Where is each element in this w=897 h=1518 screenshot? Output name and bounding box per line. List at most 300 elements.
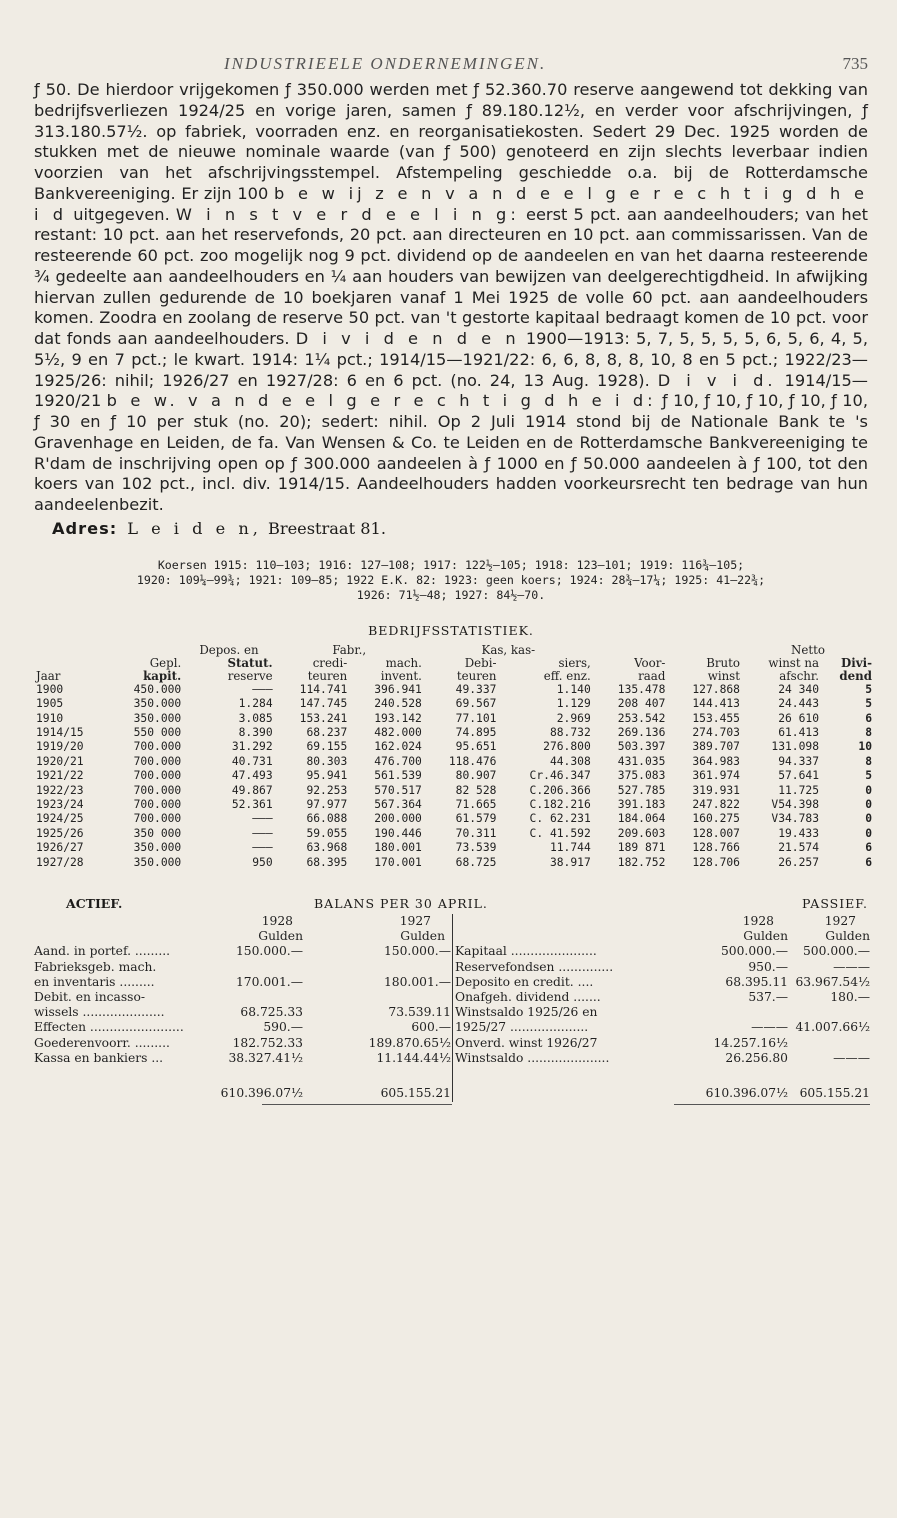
passief-year-1927: 1927 <box>824 914 856 929</box>
table-cell: 700.000 <box>133 798 182 811</box>
table-cell: 97.977 <box>306 798 348 811</box>
passief-total-1928: 610.396.07½ <box>705 1085 788 1100</box>
actief-total-1928: 610.396.07½ <box>220 1085 303 1100</box>
table-cell: 567.364 <box>374 798 422 811</box>
koersen-block <box>34 558 868 603</box>
table-cell: 527.785 <box>617 783 666 797</box>
table-cell: ——— <box>252 841 273 855</box>
actief-value-1928: 170.001.— <box>235 974 303 989</box>
table-cell: C. 41.592 <box>529 826 591 840</box>
table-cell: 0 <box>865 783 872 797</box>
statistics-header-cell: siers, <box>558 655 591 670</box>
table-cell: 10 <box>858 740 872 754</box>
table-cell: 80.907 <box>455 769 497 783</box>
table-cell: 19.433 <box>778 826 819 840</box>
passief-column <box>455 914 870 1101</box>
passief-total-row <box>455 1086 870 1101</box>
table-cell: 1923/24 <box>36 798 84 811</box>
passief-row <box>455 1051 870 1066</box>
body-text <box>34 80 868 516</box>
statistics-header-cell: winst na <box>768 655 819 670</box>
table-cell: 61.413 <box>778 725 819 739</box>
actief-row <box>34 1005 451 1020</box>
table-cell: 1.129 <box>556 697 591 711</box>
table-cell: 350.000 <box>133 697 182 711</box>
address-city: L e i d e n, <box>127 518 262 538</box>
table-cell: 700.000 <box>133 812 182 826</box>
table-row <box>34 683 874 697</box>
statistics-header-cell: Voor- <box>634 655 666 670</box>
text-run: eerst 5 pct. aan aandeelhouders; van het restant: 10 pct. aan het reservefonds, 20 pct. aan directeuren en 10 pct. aan commissarissen. Van de resteerende 60 pct. zoo mogelijk nog 9 pct. dividend op de aandeelen en van het daarna resteerende ¾ gedeelte aan aandeelhouders en ¼ aan houders van bewijzen van deelgerechtigdheid. In afwijking hiervan zullen gedurende de 10 boekjaren vanaf 1 Mei 1925 de volle 60 pct. aan aandeelhouders komen. Zoodra en zoolang de reserve 50 pct. van 't gestorte kapitaal bedraagt komen de 10 pct. voor dat fonds aan aandeelhouders. <box>34 204 868 348</box>
statistics-header-cell: Netto <box>791 642 825 657</box>
table-cell: ——— <box>252 826 273 840</box>
table-cell: 561.539 <box>374 769 422 783</box>
balance-divider <box>452 914 453 1102</box>
table-cell: 38.917 <box>549 855 591 869</box>
table-cell: ——— <box>252 682 273 696</box>
actief-value-1928: 182.752.33 <box>232 1035 303 1050</box>
table-cell: 276.800 <box>543 740 591 754</box>
table-cell: 82 528 <box>455 783 497 797</box>
table-cell: 700.000 <box>133 783 182 797</box>
actief-year-1927: 1927 <box>399 914 431 929</box>
running-head-title: INDUSTRIEELE ONDERNEMINGEN. <box>224 54 547 73</box>
table-row <box>34 740 874 754</box>
table-cell: C.182.216 <box>529 798 591 811</box>
statistics-header-cell <box>34 657 109 670</box>
table-cell: 135.478 <box>617 682 666 696</box>
table-cell: 94.337 <box>778 754 819 768</box>
table-cell: 80.303 <box>306 754 348 768</box>
table-cell: 950 <box>252 855 273 869</box>
table-cell: 208 407 <box>617 697 666 711</box>
statistics-header-cell: eff. enz. <box>543 668 591 683</box>
passief-value-1928: 500.000.— <box>720 944 788 959</box>
table-cell: 61.579 <box>455 812 497 826</box>
table-cell: Cr.46.347 <box>529 769 591 783</box>
table-cell: 59.055 <box>306 826 348 840</box>
passief-value-1927: ——— <box>833 959 870 974</box>
address-label: Adres: <box>52 518 118 538</box>
table-cell: 114.741 <box>299 682 348 696</box>
passief-value-1927: 500.000.— <box>802 944 870 959</box>
table-cell: 26 610 <box>778 711 819 725</box>
table-cell: 5 <box>865 769 872 783</box>
actief-unit-row <box>34 929 451 944</box>
table-cell: 1921/22 <box>36 769 84 783</box>
table-cell: 69.155 <box>306 740 348 754</box>
passief-unit-row <box>455 929 870 944</box>
table-cell: 1.140 <box>556 682 591 696</box>
actief-total-row <box>34 1086 451 1101</box>
actief-label: ACTIEF. <box>66 896 123 912</box>
statistics-header-row <box>34 670 874 683</box>
passief-row <box>455 1020 870 1035</box>
table-cell: 1920/21 <box>36 754 84 768</box>
table-cell: 77.101 <box>455 711 497 725</box>
table-row <box>34 856 874 870</box>
table-cell: 1926/27 <box>36 841 84 855</box>
table-cell: V54.398 <box>771 798 819 811</box>
table-cell: 95.941 <box>306 769 348 783</box>
passief-value-1928: ——— <box>751 1020 788 1035</box>
table-cell: 180.001 <box>374 841 422 855</box>
passief-value-1927: 180.— <box>830 989 870 1004</box>
table-cell: 6 <box>865 711 872 725</box>
table-cell: 21.574 <box>778 841 819 855</box>
statistics-header-row <box>34 644 874 657</box>
table-cell: 269.136 <box>617 725 666 739</box>
passief-sum-rule <box>674 1104 870 1105</box>
passief-year-1928: 1928 <box>742 914 774 929</box>
statistics-header-cell <box>667 644 742 657</box>
table-cell: 74.895 <box>455 725 497 739</box>
statistics-header-cell: Gepl. <box>149 655 182 670</box>
table-cell: 700.000 <box>133 740 182 754</box>
statistics-header-cell: Kas, kas- <box>481 642 536 657</box>
passief-value-1927: 63.967.54½ <box>795 974 870 989</box>
table-row <box>34 726 874 740</box>
table-cell: 162.024 <box>374 740 422 754</box>
table-cell: 8.390 <box>238 725 273 739</box>
table-cell: 570.517 <box>374 783 422 797</box>
actief-row <box>34 944 451 959</box>
table-cell: C. 62.231 <box>529 812 591 826</box>
page <box>34 40 872 1164</box>
table-cell: 49.337 <box>455 682 497 696</box>
table-cell: 71.665 <box>455 798 497 811</box>
statistics-header-cell: credi- <box>312 655 348 670</box>
page-number: 735 <box>842 54 868 73</box>
passief-year-row <box>455 914 870 929</box>
table-cell: 1927/28 <box>36 855 84 869</box>
table-cell: 1914/15 <box>36 725 84 739</box>
table-row <box>34 712 874 726</box>
actief-row-label: Debit. en incasso- <box>34 989 146 1004</box>
passief-total-1927: 605.155.21 <box>799 1085 870 1100</box>
table-cell: 350.000 <box>133 841 182 855</box>
passief-label: PASSIEF. <box>802 896 868 912</box>
statistics-header-cell: raad <box>638 668 666 683</box>
table-row <box>34 697 874 711</box>
passief-row-label: Kapitaal ...................... <box>455 944 597 959</box>
actief-row-label: Fabrieksgeb. mach. <box>34 959 157 974</box>
table-cell: ——— <box>252 812 273 826</box>
actief-row-label: Kassa en bankiers ... <box>34 1050 164 1065</box>
table-cell: 68.395 <box>306 855 348 869</box>
table-row <box>34 798 874 812</box>
statistics-header-cell: mach. <box>385 655 422 670</box>
statistics-header-row <box>34 657 874 670</box>
table-cell: 131.098 <box>771 740 819 754</box>
text-run: 1914/15—1920/21 <box>34 370 868 411</box>
table-cell: 182.752 <box>617 855 666 869</box>
table-cell: 8 <box>865 725 872 739</box>
table-row <box>34 827 874 841</box>
actief-row <box>34 960 451 975</box>
table-cell: 118.476 <box>448 754 497 768</box>
table-cell: 209.603 <box>617 826 666 840</box>
table-cell: 63.968 <box>306 841 348 855</box>
table-cell: 0 <box>865 798 872 811</box>
table-cell: 66.088 <box>306 812 348 826</box>
table-cell: 40.731 <box>231 754 273 768</box>
actief-sum-rule <box>262 1104 452 1105</box>
passief-row-label: Reservefondsen .............. <box>455 959 614 974</box>
table-cell: 1.284 <box>238 697 273 711</box>
table-cell: 128.007 <box>692 826 740 840</box>
table-row <box>34 812 874 826</box>
actief-value-1927: 189.870.65½ <box>368 1035 451 1050</box>
table-cell: 6 <box>865 841 872 855</box>
passief-row-label: 1925/27 .................... <box>455 1020 589 1035</box>
statistics-header-cell: afschr. <box>779 668 819 683</box>
table-cell: 364.983 <box>692 754 740 768</box>
table-cell: 350.000 <box>133 855 182 869</box>
actief-row <box>34 1036 451 1051</box>
statistics-header-cell: teuren <box>307 668 348 683</box>
table-cell: 147.745 <box>299 697 348 711</box>
table-cell: 1900 <box>36 682 64 696</box>
table-cell: 1924/25 <box>36 812 84 826</box>
table-cell: 700.000 <box>133 754 182 768</box>
table-cell: 5 <box>865 697 872 711</box>
koersen-line: 1926: 71½—48; 1927: 84½—70. <box>356 587 546 602</box>
statistics-header-cell: reserve <box>227 668 273 683</box>
koersen-line: Koersen 1915: 110—103; 1916: 127—108; 1917: 122½—105; 1918: 123—101; 1919: 116¾—105; <box>157 557 745 572</box>
table-cell: 200.000 <box>374 812 422 826</box>
address-street: Breestraat 81. <box>267 518 386 538</box>
table-cell: 274.703 <box>692 725 740 739</box>
passief-row-label: Onafgeh. dividend ....... <box>455 989 601 1004</box>
table-cell: 503.397 <box>617 740 666 754</box>
table-row <box>34 755 874 769</box>
table-cell: 476.700 <box>374 754 422 768</box>
table-cell: 57.641 <box>778 769 819 783</box>
table-cell: 73.539 <box>455 841 497 855</box>
table-cell: 44.308 <box>549 754 591 768</box>
table-cell: 68.237 <box>306 725 348 739</box>
table-cell: C.206.366 <box>529 783 591 797</box>
passief-unit-1927: Gulden <box>825 929 870 944</box>
actief-row <box>34 1051 451 1066</box>
statistics-table <box>34 644 874 870</box>
passief-row <box>455 990 870 1005</box>
passief-row <box>455 1005 870 1020</box>
table-cell: 160.275 <box>692 812 740 826</box>
balance-title: BALANS PER 30 APRIL. <box>314 896 488 912</box>
statistics-header-cell: Statut. <box>227 655 273 670</box>
passief-value-1928: 14.257.16½ <box>713 1035 788 1050</box>
table-cell: 550 000 <box>133 725 182 739</box>
table-cell: 431.035 <box>617 754 666 768</box>
table-cell: 375.083 <box>617 769 666 783</box>
table-cell: 240.528 <box>374 697 422 711</box>
table-cell: 26.257 <box>778 855 819 869</box>
passief-row-label: Deposito en credit. .... <box>455 974 594 989</box>
passief-value-1927: 41.007.66½ <box>795 1020 870 1035</box>
table-cell: 88.732 <box>549 725 591 739</box>
text-run: uitgegeven. <box>66 204 176 224</box>
actief-value-1928: 38.327.41½ <box>228 1050 303 1065</box>
statistics-table-body <box>34 683 874 870</box>
table-cell: 1925/26 <box>36 826 84 840</box>
statistics-header-cell: kapit. <box>143 668 182 683</box>
table-cell: 128.706 <box>692 855 740 869</box>
actief-year-1928: 1928 <box>261 914 293 929</box>
statistics-header-cell: Divi- <box>841 655 872 670</box>
table-cell: 482.000 <box>374 725 422 739</box>
table-cell: 396.941 <box>374 682 422 696</box>
text-run: ƒ 50. De hierdoor vrijgekomen ƒ 350.000 werden met ƒ 52.360.70 reserve aangewend tot dekking van bedrijfsverliezen 1924/25 en vorige jaren, samen ƒ 89.180.12½, en verder voor afschrijvingen, ƒ 313.180.57½. op fabriek, voorraden enz. en reorganisatiekosten. Sedert 29 Dec. 1925 worden de stukken met de nieuwe nominale waarde (van ƒ 500) genoteerd en zijn slechts leverbaar indien voorzien van het afschrijvingsstempel. Afstempeling geschiedde o.a. bij de Rotterdamsche Bankvereeniging. Er zijn 100 <box>34 80 868 203</box>
table-cell: 153.455 <box>692 711 740 725</box>
table-cell: 193.142 <box>374 711 422 725</box>
actief-unit-1927: Gulden <box>400 929 445 944</box>
spaced-term-bewijzen: b e w ij z e n v a n d e e l g e r e c h t i g d h e i d <box>34 183 868 224</box>
statistics-header-cell <box>34 644 183 657</box>
passief-row <box>455 975 870 990</box>
table-cell: 700.000 <box>133 769 182 783</box>
table-cell: 350.000 <box>133 711 182 725</box>
table-cell: 1910 <box>36 711 64 725</box>
table-cell: 0 <box>865 826 872 840</box>
table-cell: 69.567 <box>455 697 497 711</box>
table-cell: 5 <box>865 682 872 696</box>
table-cell: 450.000 <box>133 682 182 696</box>
table-cell: 24.443 <box>778 697 819 711</box>
actief-row-label: en inventaris ......... <box>34 974 155 989</box>
table-cell: 247.822 <box>692 798 740 811</box>
table-cell: 0 <box>865 812 872 826</box>
passief-row-label: Winstsaldo ..................... <box>455 1050 610 1065</box>
actief-value-1928: 68.725.33 <box>240 1005 303 1020</box>
table-row <box>34 769 874 783</box>
table-cell: 6 <box>865 855 872 869</box>
statistics-header-cell <box>593 644 668 657</box>
passief-row <box>455 1036 870 1051</box>
table-cell: 95.651 <box>455 740 497 754</box>
spaced-term-divid: D i v i d. <box>657 370 777 390</box>
actief-column <box>34 914 451 1101</box>
table-cell: 189 871 <box>617 841 666 855</box>
table-cell: 70.311 <box>455 826 497 840</box>
passief-row <box>455 944 870 959</box>
actief-row-label: Goederenvoorr. ......... <box>34 1035 170 1050</box>
table-cell: 319.931 <box>692 783 740 797</box>
statistics-header-cell: Bruto <box>706 655 740 670</box>
actief-value-1927: 180.001.— <box>383 974 451 989</box>
table-cell: 350 000 <box>133 826 182 840</box>
actief-value-1927: 11.144.44½ <box>376 1050 451 1065</box>
table-row <box>34 784 874 798</box>
table-cell: 170.001 <box>374 855 422 869</box>
table-cell: 1905 <box>36 697 64 711</box>
actief-value-1928: 150.000.— <box>235 944 303 959</box>
spaced-term-dividenden: D i v i d e n d e n <box>295 329 520 348</box>
statistics-header-cell: Debi- <box>464 655 497 670</box>
table-cell: 31.292 <box>231 740 273 754</box>
actief-row <box>34 975 451 990</box>
statistics-header-cell: Depos. en <box>199 642 259 657</box>
actief-value-1927: 73.539.11 <box>388 1005 451 1020</box>
statistics-header-cell: winst <box>707 668 740 683</box>
table-cell: V34.783 <box>771 812 819 826</box>
body-paragraph <box>34 80 868 516</box>
passief-value-1928: 537.— <box>748 989 788 1004</box>
text-run: 1900—1913: 5, 7, 5, 5, 5, 5, 6, 5, 6, 4, 5, 5½, 9 en 7 pct.; le kwart. 1914: 1¼ pct.; 1914/15—1921/22: 6, 6, 8, 8, 8, 10, 8 en 5 pct.; 1922/23—1925/26: nihil; 1926/27 en 1927/28: 6 en 6 pct. (no. 24, 13 Aug. 1928). <box>34 329 868 390</box>
spaced-term-bew: b e w. v a n d e e l g e r e c h t i g d h e i d: <box>106 391 657 411</box>
actief-row-label: wissels ..................... <box>34 1005 165 1020</box>
actief-year-row <box>34 914 451 929</box>
table-cell: 47.493 <box>231 769 273 783</box>
actief-row <box>34 1020 451 1035</box>
balance-header <box>34 896 868 914</box>
table-cell: 127.868 <box>692 682 740 696</box>
table-cell: 361.974 <box>692 769 740 783</box>
table-cell: 11.744 <box>549 841 591 855</box>
table-cell: 49.867 <box>231 783 273 797</box>
table-cell: 52.361 <box>231 798 273 811</box>
passief-unit-1928: Gulden <box>743 929 788 944</box>
table-cell: 253.542 <box>617 711 666 725</box>
actief-row-label: Aand. in portef. ......... <box>34 944 171 959</box>
table-cell: 190.446 <box>374 826 422 840</box>
passief-value-1928: 68.395.11 <box>725 974 788 989</box>
table-cell: 1922/23 <box>36 783 84 797</box>
text-run: ƒ 10, ƒ 10, ƒ 10, ƒ 10, ƒ 10, ƒ 30 en ƒ 10 per stuk (no. 20); sedert: nihil. Op 2 Juli 1914 stond bij de Nationale Bank te 's Gravenhage en Leiden, de fa. Van Wensen & Co. te Leiden en de Rotterdamsche Bankvereeniging te R'dam de inschrijving open op ƒ 300.000 aandeelen à ƒ 1000 en ƒ 50.000 aandeelen à ƒ 100, tot den koers van 102 pct., incl. div. 1914/15. Aandeelhouders hadden voorkeursrecht ten bedrage van hun aandeelenbezit. <box>34 391 868 514</box>
passief-value-1928: 26.256.80 <box>725 1050 788 1065</box>
table-cell: 11.725 <box>778 783 819 797</box>
passief-value-1928: 950.— <box>748 959 788 974</box>
table-cell: 2.969 <box>556 711 591 725</box>
statistics-title: BEDRIJFSSTATISTIEK. <box>368 622 534 638</box>
table-cell: 153.241 <box>299 711 348 725</box>
table-cell: 3.085 <box>238 711 273 725</box>
table-cell: 144.413 <box>692 697 740 711</box>
actief-value-1927: 150.000.— <box>383 944 451 959</box>
table-cell: 24 340 <box>778 682 819 696</box>
table-cell: 92.253 <box>306 783 348 797</box>
passief-row-label: Onverd. winst 1926/27 <box>455 1035 598 1050</box>
table-cell: 128.766 <box>692 841 740 855</box>
statistics-header-cell: Jaar <box>36 668 61 683</box>
actief-unit-1928: Gulden <box>258 929 303 944</box>
passief-row <box>455 960 870 975</box>
address-line <box>34 518 868 540</box>
statistics-header-cell: Fabr., <box>332 642 367 657</box>
table-cell: 391.183 <box>617 798 666 811</box>
table-cell: 8 <box>865 754 872 768</box>
actief-row <box>34 990 451 1005</box>
passief-row-label: Winstsaldo 1925/26 en <box>455 1005 598 1020</box>
balance-sheet <box>34 914 868 1164</box>
statistics-header-cell: teuren <box>456 668 497 683</box>
statistics-header-cell: invent. <box>380 668 422 683</box>
actief-row-label: Effecten ........................ <box>34 1020 184 1035</box>
table-cell: 389.707 <box>692 740 740 754</box>
koersen-line: 1920: 109¼—99¾; 1921: 109—85; 1922 E.K. 82: 1923: geen koers; 1924: 28¾—17¼; 1925: 41—22¾; <box>136 572 766 587</box>
actief-value-1927: 600.— <box>411 1020 451 1035</box>
spaced-term-winstverdeeling: W i n s t v e r d e e l i n g: <box>175 204 520 224</box>
table-cell: 1919/20 <box>36 740 84 754</box>
statistics-header-cell: dend <box>839 668 872 683</box>
passief-value-1927: ——— <box>833 1050 870 1065</box>
statistics-table-header <box>34 644 874 683</box>
table-cell: 68.725 <box>455 855 497 869</box>
table-cell: 184.064 <box>617 812 666 826</box>
table-row <box>34 841 874 855</box>
actief-value-1928: 590.— <box>263 1020 303 1035</box>
